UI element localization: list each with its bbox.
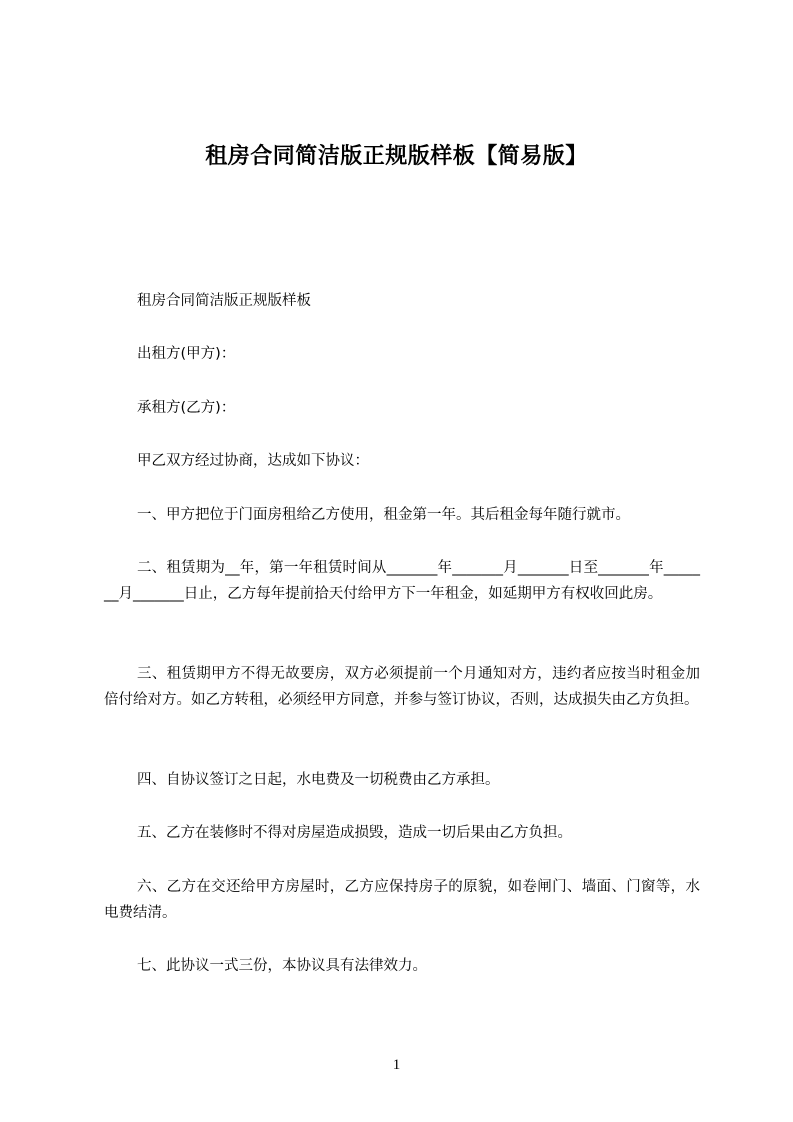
- paragraph-clause-1: 一、甲方把位于门面房租给乙方使用，租金第一年。其后租金每年随行就市。: [137, 507, 630, 523]
- page-number: 1: [392, 1057, 401, 1073]
- paragraph-clause-4: 四、自协议签订之日起，水电费及一切税费由乙方承担。: [137, 772, 500, 788]
- paragraph-clause-6: 六、乙方在交还给甲方房屋时，乙方应保持房子的原貌，如卷闸门、墙面、门窗等，水电费结清。: [104, 879, 700, 921]
- paragraph-clause-2: 二、租赁期为__年，第一年租赁时间从_______年_______月_______日至_______年_______月_______日止，乙方每年提前拾天付给甲方下一年租金，如延期甲方有权收回此房。: [104, 560, 700, 602]
- paragraph-clause-5: 五、乙方在装修时不得对房屋造成损毁，造成一切后果由乙方负担。: [137, 825, 572, 841]
- page-title: 租房合同简洁版正规版样板【简易版】: [205, 144, 588, 169]
- paragraph-clause-3: 三、租赁期甲方不得无故要房，双方必须提前一个月通知对方，违约者应按当时租金加倍付给对方。如乙方转租，必须经甲方同意，并参与签订协议，否则，达成损失由乙方负担。: [104, 666, 700, 708]
- paragraph-subtitle: 租房合同简洁版正规版样板: [137, 293, 311, 309]
- paragraph-lessor: 出租方(甲方)：: [137, 346, 236, 362]
- paragraph-clause-7: 七、此协议一式三份，本协议具有法律效力。: [137, 958, 427, 974]
- paragraph-agreement-intro: 甲乙双方经过协商，达成如下协议：: [137, 453, 369, 469]
- paragraph-lessee: 承租方(乙方)：: [137, 400, 236, 416]
